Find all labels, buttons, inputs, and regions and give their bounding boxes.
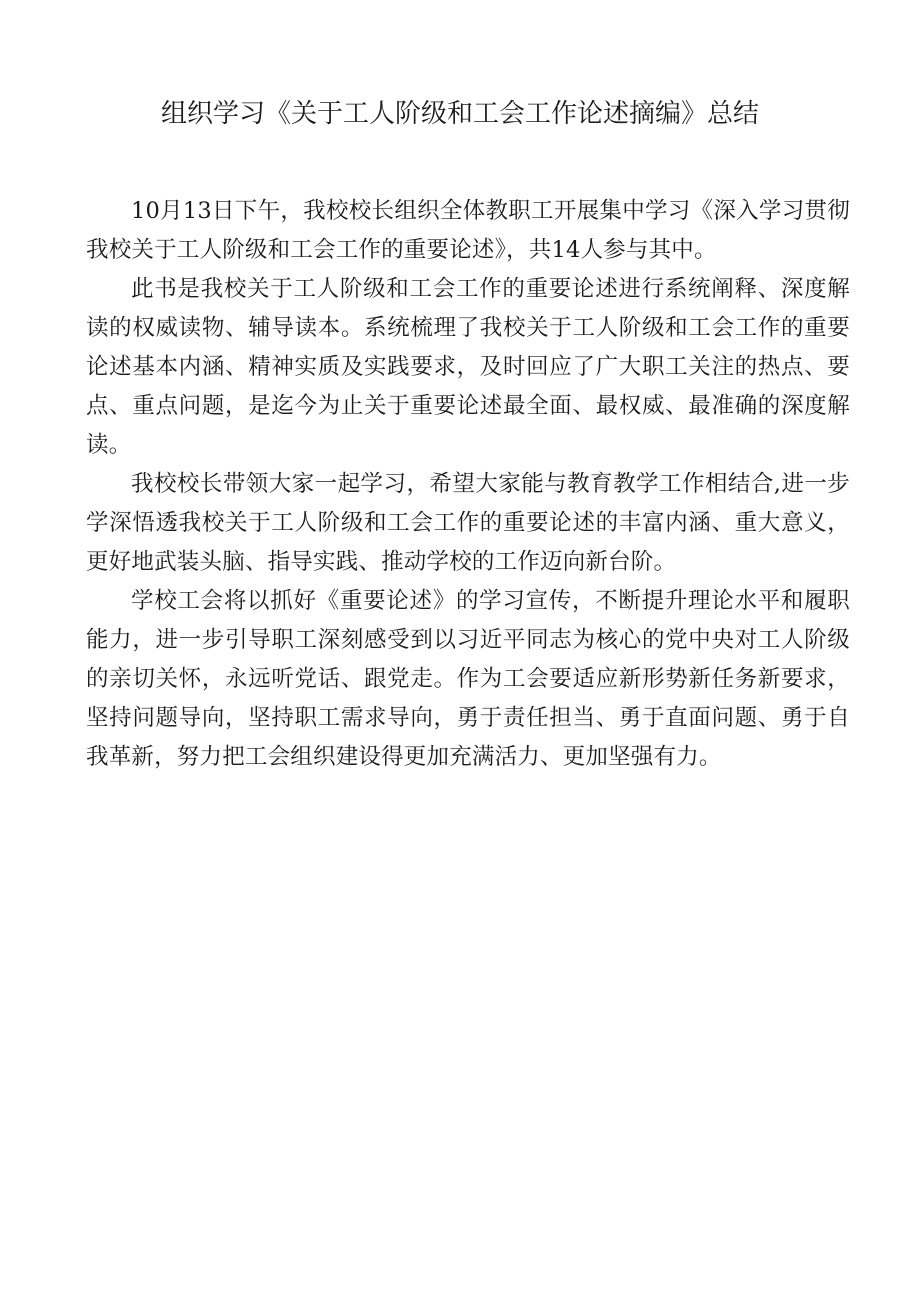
- paragraph-2: 此书是我校关于工人阶级和工会工作的重要论述进行系统阐释、深度解读的权威读物、辅导读本。系统梳理了我校关于工人阶级和工会工作的重要论述基本内涵、精神实质及实践要求，及时回应了广大职工关注的热点、要点、重点问题，是迄今为止关于重要论述最全面、最权威、最准确的深度解读。: [86, 276, 850, 458]
- document-title: 组织学习《关于工人阶级和工会工作论述摘编》总结: [160, 99, 759, 129]
- paragraph-1: 10月13日下午，我校校长组织全体教职工开展集中学习《深入学习贯彻我校关于工人阶级和工会工作的重要论述》，共14人参与其中。: [86, 198, 850, 263]
- paragraph-3: 我校校长带领大家一起学习，希望大家能与教育教学工作相结合,进一步学深悟透我校关于工人阶级和工会工作的重要论述的丰富内涵、重大意义，更好地武装头脑、指导实践、推动学校的工作迈向新台阶。: [86, 471, 850, 575]
- paragraph-4: 学校工会将以抓好《重要论述》的学习宣传，不断提升理论水平和履职能力，进一步引导职工深刻感受到以习近平同志为核心的党中央对工人阶级的亲切关怀，永远听党话、跟党走。作为工会要适应新形势新任务新要求，坚持问题导向，坚持职工需求导向，勇于责任担当、勇于直面问题、勇于自我革新，努力把工会组织建设得更加充满活力、更加坚强有力。: [86, 588, 850, 770]
- document-body: [86, 192, 850, 777]
